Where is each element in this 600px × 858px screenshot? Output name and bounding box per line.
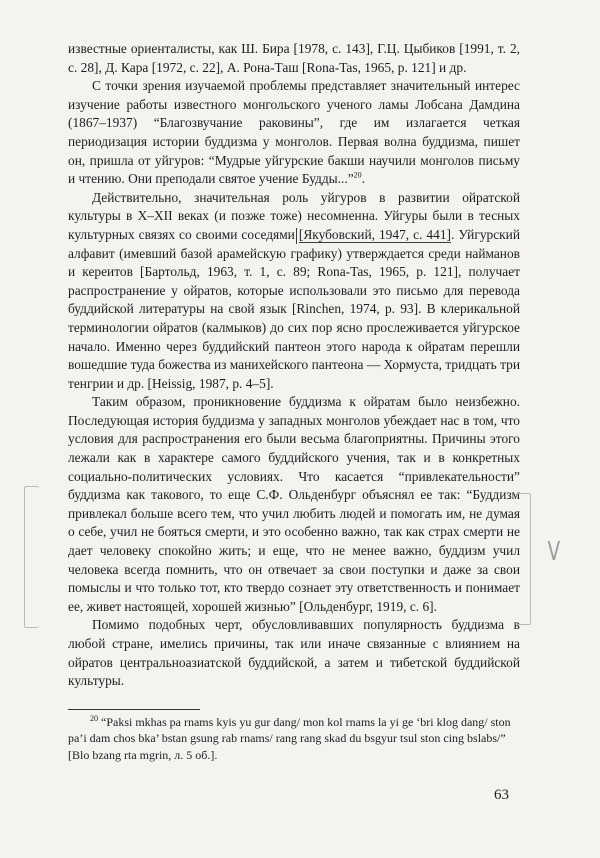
body-text (68, 40, 520, 691)
footnote-reference[interactable]: 20 (353, 170, 362, 180)
footnote-text: “Paksi mkhas pa rnams kyis yu gur dang/ mon kol rnams la yi ge ‘bri klog dang/ ston pa’i dam chos bka’ bstan gsung rab rnams/ rang rang skad du bsgyur tsul ston cing bslabs/” [Blo bzang rta mgrin, л. 5 об.]. (68, 715, 511, 762)
pencil-bracket-right (516, 493, 531, 625)
footnote-divider (68, 709, 200, 710)
paragraph-1: известные ориенталисты, как Ш. Бира [1978, с. 143], Г.Ц. Цыбиков [1991, т. 2, с. 28], Д. Кара [1972, с. 22], А. Рона-Таш [Rona-Tas, 1965, p. 121] и др. (68, 41, 520, 75)
paragraph-3 (68, 189, 520, 394)
pencil-check-mark-icon: V (547, 537, 561, 567)
paragraph-2: С точки зрения изучаемой проблемы представляет значительный интерес изучение работы известного монгольского ученого ламы Лобсана Дамдина (1867–1937) “Благозвучание раковины”, где им излагается четкая периодизация истории буддизма у монголов. Первая волна буддизма, пишет он, пришла от уйгуров: “Мудрые уйгурские бакши научили монголов письму и чтению. Они преподали святое учение Будды...”$^{20}$. (68, 78, 520, 187)
paragraph-4: Таким образом, проникновение буддизма к ойратам было неизбежно. Последующая история буддизма у западных монголов убеждает нас в том, что условия для распространения его были весьма благоприятны. Причины этого лежали как в характере самого буддийского учения, так и в конкретных социально-политических условиях. Что касается “привлекательности” буддизма как такового, то еще С.Ф. Ольденбург объяснял ее так: “Буддизм привлекал больше всего тем, что учил любить людей и помогать им, не думая о себе, учил не бояться смерти, и это особенно важно, так как страх смерти не дает человеку спокойно жить; и еще, что не менее важно, буддизм учил человека всегда помнить, что он отвечает за свои поступки и даже за свои помыслы и что только тот, кто твердо сознает эту ответственность и понимает ее, живет настоящей, хорошей жизнью” [Ольденбург, 1919, с. 6]. (68, 394, 520, 614)
paragraph-3-text-start: Действительно, значительная роль уйгуров в развитии ойратской культуры в X–XII веках (и позже тоже) несомненна. Уйгуры были в тесных культурных связях со своими соседями (68, 189, 520, 242)
underlined-citation: [Якубовский, 1947, с. 441] (298, 226, 451, 242)
paragraph-2-text: С точки зрения изучаемой проблемы представляет значительный интерес изучение работы известного монгольского ученого ламы Лобсана Дамдина (1867–1937) “Благозвучание раковины”, где им излагается четкая периодизация истории буддизма у монголов. Первая волна буддизма, пишет он, пришла от уйгуров: “Мудрые уйгурские бакши научили монголов письму и чтению. Они преподали святое учение Будды...” (68, 78, 520, 187)
footnote-number: 20 (90, 714, 98, 723)
footnote (68, 714, 520, 763)
paragraph-3-text-end: . Уйгурский алфавит (имевший базой арамейскую графику) утверждается среди найманов и кереитов [Бартольд, 1963, т. 1, с. 89; Rona-Tas, 1965, p. 121], получает распространение у ойратов, которые использовали это письмо для перевода буддийской литературы на свой язык [Rinchen, 1974, p. 93]. В клерикальной терминологии ойратов (калмыков) до сих пор ясно прослеживается уйгурское начало. Именно через буддийский пантеон этого народа к ойратам перешли вошедшие туда божества из манихейского пантеона — Хормуста, тридцать три тенгрии и др. [Heissig, 1987, p. 4–5]. (68, 226, 520, 391)
page-number: 63 (494, 787, 509, 803)
pencil-bracket-left (24, 486, 39, 628)
paragraph-5: Помимо подобных черт, обусловливавших популярность буддизма в любой стране, имелись причины, так или иначе связанные с влиянием на ойратов центральноазиатской буддийской, а затем и тибетской буддийской культуры. (68, 617, 520, 689)
